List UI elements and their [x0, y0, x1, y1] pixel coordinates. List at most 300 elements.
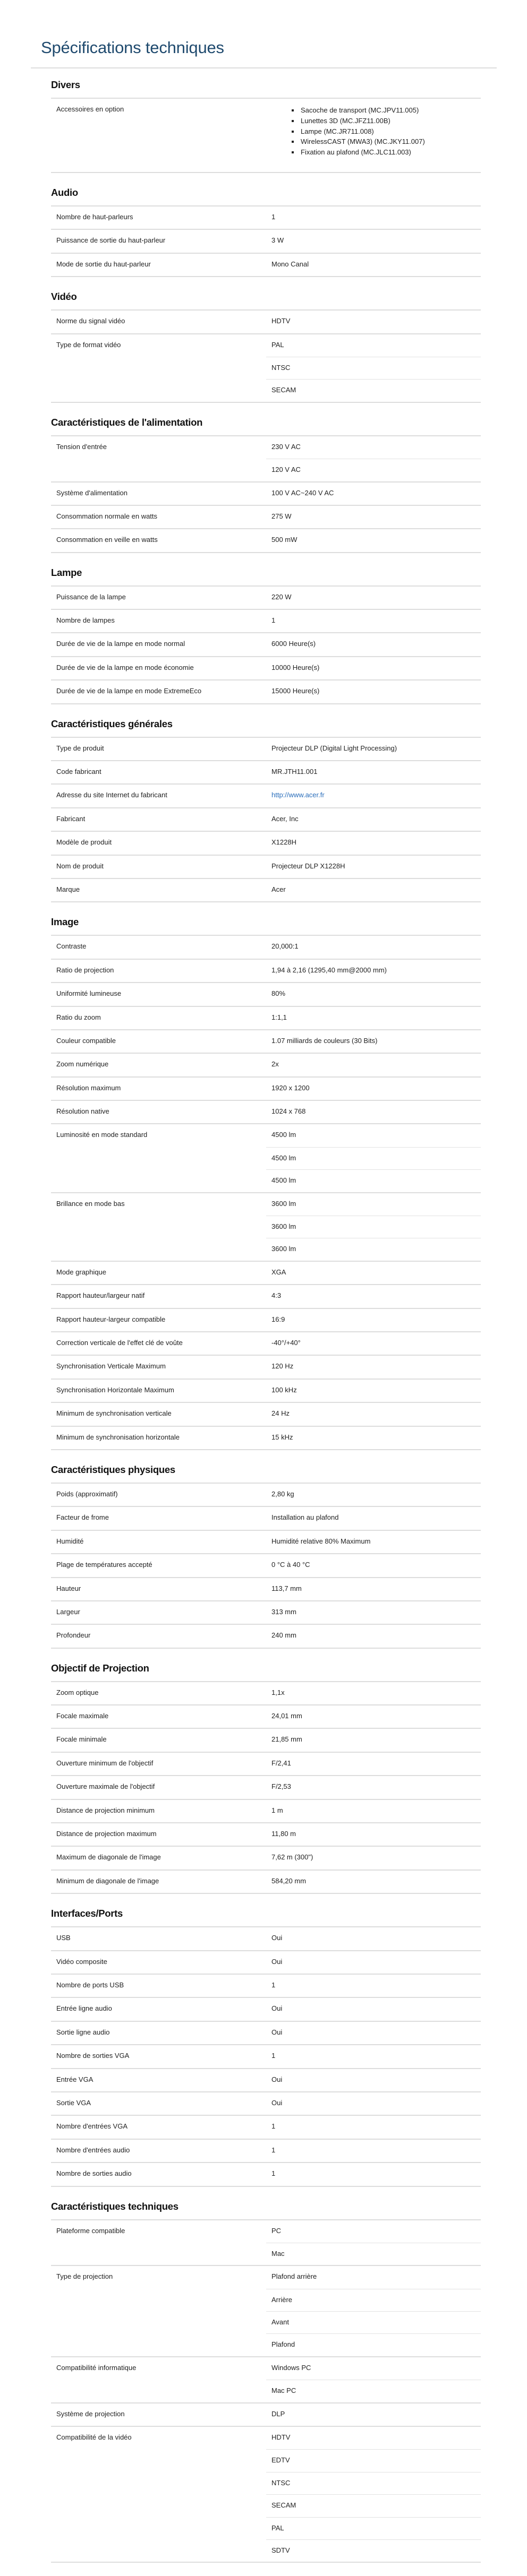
spec-row [51, 1053, 481, 1076]
spec-table [51, 205, 481, 277]
spec-value: 4:3 [271, 1291, 282, 1300]
spec-label: Type de produit [51, 737, 266, 761]
spec-value-cell [266, 1426, 481, 1450]
spec-value-cell [266, 1870, 481, 1893]
spec-value-cell [266, 959, 481, 983]
spec-value-cell [266, 482, 481, 505]
spec-value-cell [266, 2139, 481, 2163]
section-audio [51, 186, 481, 277]
spec-value-cell [266, 1997, 481, 2021]
spec-row [51, 253, 481, 277]
spec-value: NTSC [266, 357, 481, 379]
section-heading: Interfaces/Ports [51, 1908, 123, 1919]
spec-label: Rapport hauteur/largeur natif [51, 1285, 266, 1308]
spec-value-cell [266, 878, 481, 902]
spec-table [51, 98, 481, 173]
spec-table [51, 309, 481, 403]
spec-value: Mac PC [266, 2380, 481, 2402]
accessory-item: ▪ WirelessCAST (MWA3) (MC.JKY11.007) [300, 136, 481, 147]
spec-value: 584,20 mm [271, 1876, 307, 1885]
spec-label: Nombre de ports USB [51, 1974, 266, 1997]
spec-value-cell [266, 2021, 481, 2045]
section-lampe [51, 566, 481, 704]
spec-row [51, 1506, 481, 1530]
spec-value-cell [266, 206, 481, 229]
section-heading: Lampe [51, 566, 82, 578]
spec-row [51, 1077, 481, 1100]
spec-value: 220 W [271, 592, 292, 601]
title-divider [31, 67, 497, 68]
spec-label: Rapport hauteur-largeur compatible [51, 1308, 266, 1332]
spec-row [51, 831, 481, 855]
spec-row [51, 482, 481, 505]
spec-label: Luminosité en mode standard [51, 1124, 266, 1192]
spec-value: 1024 x 768 [271, 1107, 306, 1116]
spec-value-cell [266, 2265, 481, 2357]
spec-label: Nombre de lampes [51, 609, 266, 633]
spec-row [51, 206, 481, 229]
spec-row [51, 229, 481, 253]
spec-label: Durée de vie de la lampe en mode économie [51, 657, 266, 680]
spec-row [51, 855, 481, 878]
spec-row [51, 609, 481, 633]
spec-label: Entrée VGA [51, 2069, 266, 2092]
section-heading: Caractéristiques générales [51, 718, 173, 729]
spec-value: Plafond arrière [271, 2272, 317, 2281]
spec-row [51, 1030, 481, 1053]
spec-value: 1,1x [271, 1688, 285, 1696]
spec-value-cell [266, 1728, 481, 1752]
spec-value: Avant [266, 2311, 481, 2333]
spec-value: SECAM [266, 2494, 481, 2517]
spec-table [51, 737, 481, 903]
spec-row [51, 2045, 481, 2068]
spec-label: Type de projection [51, 2265, 266, 2357]
page-title: Spécifications techniques [41, 38, 224, 57]
spec-value-cell [266, 1974, 481, 1997]
spec-row [51, 1006, 481, 1030]
spec-row [51, 1846, 481, 1869]
section-caracteristiques-techniques [51, 2200, 481, 2563]
spec-label: Mode de sortie du haut-parleur [51, 253, 266, 277]
spec-value: Oui [271, 2028, 283, 2036]
spec-row [51, 98, 481, 173]
spec-value: Mono Canal [271, 260, 309, 268]
spec-label: Brillance en mode bas [51, 1193, 266, 1261]
spec-value: Windows PC [271, 2363, 311, 2372]
spec-value-cell [266, 1100, 481, 1124]
spec-value: Arrière [266, 2289, 481, 2311]
section-image [51, 916, 481, 1450]
spec-label: Mode graphique [51, 1261, 266, 1285]
spec-row [51, 1974, 481, 1997]
spec-row [51, 2220, 481, 2266]
spec-label: Hauteur [51, 1578, 266, 1601]
spec-value-cell [266, 1261, 481, 1285]
spec-row [51, 1682, 481, 1705]
spec-row [51, 310, 481, 333]
spec-label: Ouverture maximale de l'objectif [51, 1776, 266, 1799]
spec-value: MR.JTH11.001 [271, 768, 318, 776]
spec-value-cell [266, 586, 481, 609]
spec-table [51, 1483, 481, 1649]
accessory-list [266, 99, 481, 172]
spec-label: Poids (approximatif) [51, 1483, 266, 1506]
spec-row [51, 1124, 481, 1192]
section-video [51, 290, 481, 403]
spec-label: Type de format vidéo [51, 334, 266, 402]
spec-row [51, 2069, 481, 2092]
spec-row [51, 2403, 481, 2426]
spec-label: Maximum de diagonale de l'image [51, 1846, 266, 1869]
spec-value: 120 Hz [271, 1362, 294, 1371]
spec-row [51, 1355, 481, 1379]
spec-value-cell [266, 229, 481, 253]
spec-label: Consommation en veille en watts [51, 529, 266, 552]
spec-row [51, 1705, 481, 1728]
spec-value-cell [266, 2163, 481, 2186]
spec-value: 7,62 m (300") [271, 1853, 313, 1862]
spec-value: F/2,53 [271, 1782, 291, 1791]
spec-value-cell [266, 2357, 481, 2403]
spec-row [51, 586, 481, 609]
spec-row [51, 1870, 481, 1893]
spec-value: Oui [271, 1934, 283, 1942]
spec-value-cell [266, 1846, 481, 1869]
spec-value: 1 [271, 2052, 276, 2060]
spec-row [51, 1578, 481, 1601]
spec-value-cell [266, 1506, 481, 1530]
spec-label: Adresse du site Internet du fabricant [51, 784, 266, 807]
spec-row [51, 1927, 481, 1950]
spec-value: NTSC [266, 2472, 481, 2494]
spec-value-cell [266, 1308, 481, 1332]
spec-value: 113,7 mm [271, 1584, 302, 1592]
spec-value: 11,80 m [271, 1830, 296, 1838]
spec-label: Humidité [51, 1530, 266, 1554]
spec-value-cell [266, 436, 481, 482]
spec-row [51, 1554, 481, 1577]
spec-row [51, 680, 481, 703]
accessory-item: ▪ Lunettes 3D (MC.JFZ11.00B) [300, 116, 481, 126]
spec-label: Synchronisation Horizontale Maximum [51, 1379, 266, 1402]
spec-row [51, 737, 481, 761]
spec-value: HDTV [271, 317, 291, 325]
spec-label: Résolution native [51, 1100, 266, 1124]
spec-row [51, 935, 481, 959]
section-heading: Audio [51, 186, 78, 198]
spec-row [51, 1193, 481, 1261]
spec-value: 80% [271, 989, 286, 998]
spec-value: 1,94 à 2,16 (1295,40 mm@2000 mm) [271, 966, 387, 974]
spec-label: Sortie VGA [51, 2092, 266, 2115]
accessory-item: ▪ Fixation au plafond (MC.JLC11.003) [300, 147, 481, 158]
spec-value: 1:1,1 [271, 1013, 287, 1021]
spec-label: Distance de projection maximum [51, 1823, 266, 1846]
section-heading: Vidéo [51, 291, 77, 303]
spec-row [51, 1261, 481, 1285]
spec-label: Minimum de diagonale de l'image [51, 1870, 266, 1893]
spec-row [51, 1776, 481, 1799]
spec-value: 3600 lm [266, 1238, 481, 1260]
spec-value: 24,01 mm [271, 1712, 302, 1720]
section-caracteristiques-de-l-alimentation [51, 416, 481, 553]
spec-label: Plage de températures accepté [51, 1554, 266, 1577]
spec-value: 4500 lm [266, 1169, 481, 1192]
spec-row [51, 657, 481, 680]
spec-value: Projecteur DLP X1228H [271, 861, 345, 870]
spec-label: Minimum de synchronisation verticale [51, 1402, 266, 1426]
spec-value-cell [266, 505, 481, 529]
spec-value-cell [266, 2092, 481, 2115]
spec-value: Oui [271, 2098, 283, 2107]
spec-label: Puissance de la lampe [51, 586, 266, 609]
spec-value: 21,85 mm [271, 1735, 302, 1744]
spec-label: Facteur de frome [51, 1506, 266, 1530]
spec-value: 275 W [271, 512, 292, 520]
spec-value: Humidité relative 80% Maximum [271, 1537, 371, 1545]
spec-table [51, 435, 481, 553]
spec-label: Compatibilité informatique [51, 2357, 266, 2403]
spec-value-cell [266, 855, 481, 878]
spec-label: Vidéo composite [51, 1951, 266, 1974]
spec-value-cell [266, 2115, 481, 2139]
spec-label: Focale maximale [51, 1705, 266, 1728]
spec-label: Largeur [51, 1601, 266, 1624]
spec-value-cell [266, 1355, 481, 1379]
spec-value: 1 m [271, 1806, 283, 1814]
spec-value-cell [266, 2220, 481, 2266]
spec-value-cell [266, 784, 481, 807]
spec-label: Distance de projection minimum [51, 1799, 266, 1823]
spec-value: 10000 Heure(s) [271, 663, 320, 671]
spec-row [51, 1823, 481, 1846]
spec-row [51, 784, 481, 807]
spec-value-cell [266, 737, 481, 761]
spec-value-cell [266, 1379, 481, 1402]
manufacturer-website-link[interactable]: http://www.acer.fr [271, 791, 325, 799]
spec-value-cell [266, 1530, 481, 1554]
spec-value-cell [266, 1053, 481, 1076]
spec-row [51, 1426, 481, 1450]
spec-label: Tension d'entrée [51, 436, 266, 482]
spec-value: SDTV [266, 2539, 481, 2562]
spec-row [51, 1379, 481, 1402]
spec-table [51, 1681, 481, 1894]
spec-row [51, 983, 481, 1006]
spec-row [51, 1402, 481, 1426]
spec-label: Nom de produit [51, 855, 266, 878]
spec-value: 500 mW [271, 536, 298, 544]
spec-value-cell [266, 1799, 481, 1823]
spec-value-cell [266, 1124, 481, 1192]
spec-label: Correction verticale de l'effet clé de voûte [51, 1332, 266, 1355]
spec-value-cell [266, 1927, 481, 1950]
spec-value: 6000 Heure(s) [271, 640, 316, 648]
spec-value: 2x [271, 1060, 279, 1069]
spec-value-cell [266, 831, 481, 855]
spec-label: Nombre d'entrées audio [51, 2139, 266, 2163]
spec-value: 2,80 kg [271, 1489, 294, 1498]
spec-value: 1 [271, 2122, 276, 2131]
spec-row [51, 1308, 481, 1332]
spec-row [51, 1332, 481, 1355]
spec-value-cell [266, 609, 481, 633]
spec-value: 20,000:1 [271, 942, 299, 951]
spec-label: Minimum de synchronisation horizontale [51, 1426, 266, 1450]
spec-row [51, 1997, 481, 2021]
spec-value: 240 mm [271, 1631, 296, 1640]
spec-value-cell [266, 1752, 481, 1776]
spec-value-cell [266, 680, 481, 703]
spec-value: 313 mm [271, 1607, 296, 1616]
spec-label: Ratio de projection [51, 959, 266, 983]
spec-row [51, 2139, 481, 2163]
spec-value: Oui [271, 1957, 283, 1966]
section-caracteristiques-physiques [51, 1463, 481, 1649]
spec-value: Oui [271, 2075, 283, 2083]
spec-value-cell [266, 529, 481, 552]
spec-value-cell [266, 657, 481, 680]
spec-value: 1.07 milliards de couleurs (30 Bits) [271, 1036, 378, 1045]
spec-value: 15 kHz [271, 1433, 293, 1441]
spec-value: EDTV [266, 2449, 481, 2471]
spec-value: 4500 lm [271, 1131, 296, 1139]
spec-value: 100 kHz [271, 1385, 297, 1394]
section-heading: Caractéristiques physiques [51, 1463, 175, 1475]
spec-value: PC [271, 2226, 282, 2235]
spec-table [51, 2219, 481, 2563]
spec-label: Couleur compatible [51, 1030, 266, 1053]
spec-row [51, 1530, 481, 1554]
spec-value: 1 [271, 2146, 276, 2154]
spec-value-cell [266, 761, 481, 784]
spec-value: PAL [266, 2517, 481, 2539]
section-caracteristiques-generales [51, 718, 481, 903]
spec-value-cell [266, 1601, 481, 1624]
spec-value-cell [266, 2426, 481, 2562]
spec-value-cell [266, 1077, 481, 1100]
section-heading: Divers [51, 79, 80, 90]
spec-label: Consommation normale en watts [51, 505, 266, 529]
spec-label: Nombre de sorties VGA [51, 2045, 266, 2068]
spec-value-cell [266, 983, 481, 1006]
spec-row [51, 761, 481, 784]
spec-row [51, 1100, 481, 1124]
spec-label: Synchronisation Verticale Maximum [51, 1355, 266, 1379]
spec-row [51, 334, 481, 402]
spec-value: 0 °C à 40 °C [271, 1561, 310, 1569]
spec-value: 15000 Heure(s) [271, 687, 320, 695]
spec-value-cell [266, 1951, 481, 1974]
spec-row [51, 1752, 481, 1776]
spec-value-cell [266, 1705, 481, 1728]
spec-row [51, 529, 481, 552]
spec-sections [51, 79, 481, 2576]
spec-value: 1920 x 1200 [271, 1083, 310, 1092]
spec-row [51, 1799, 481, 1823]
spec-label: Puissance de sortie du haut-parleur [51, 229, 266, 253]
spec-row [51, 1951, 481, 1974]
spec-value: 1 [271, 212, 276, 221]
spec-value: Plafond [266, 2333, 481, 2356]
spec-value-cell [266, 1332, 481, 1355]
section-interfaces-ports [51, 1907, 481, 2186]
spec-label: Durée de vie de la lampe en mode ExtremeEco [51, 680, 266, 703]
spec-row [51, 1624, 481, 1648]
spec-label: Profondeur [51, 1624, 266, 1648]
spec-label: Modèle de produit [51, 831, 266, 855]
spec-value-cell [266, 2045, 481, 2068]
spec-value: -40°/+40° [271, 1339, 301, 1347]
spec-row [51, 808, 481, 831]
spec-label: Code fabricant [51, 761, 266, 784]
spec-label: USB [51, 1927, 266, 1950]
spec-value-cell [266, 1578, 481, 1601]
spec-row [51, 1483, 481, 1506]
spec-value: SECAM [266, 379, 481, 401]
spec-value: Acer, Inc [271, 814, 299, 823]
spec-value-cell [266, 98, 481, 173]
spec-label: Fabricant [51, 808, 266, 831]
spec-value-cell [266, 1554, 481, 1577]
section-objectif-de-projection [51, 1662, 481, 1894]
spec-label: Entrée ligne audio [51, 1997, 266, 2021]
spec-value: 16:9 [271, 1315, 285, 1323]
spec-value: X1228H [271, 838, 296, 847]
spec-label: Norme du signal vidéo [51, 310, 266, 333]
accessory-item: ▪ Sacoche de transport (MC.JPV11.005) [300, 105, 481, 116]
spec-label: Zoom optique [51, 1682, 266, 1705]
spec-row [51, 2021, 481, 2045]
spec-value: F/2,41 [271, 1759, 291, 1767]
section-heading: Caractéristiques de l'alimentation [51, 416, 203, 428]
spec-label: Durée de vie de la lampe en mode normal [51, 633, 266, 656]
spec-row [51, 2265, 481, 2357]
spec-row [51, 2092, 481, 2115]
spec-value-cell [266, 1006, 481, 1030]
spec-label: Zoom numérique [51, 1053, 266, 1076]
spec-label: Contraste [51, 935, 266, 959]
spec-value-cell [266, 2403, 481, 2426]
spec-value-cell [266, 1624, 481, 1648]
accessory-item: ▪ Lampe (MC.JR711.008) [300, 126, 481, 137]
spec-row [51, 2426, 481, 2562]
spec-row [51, 1728, 481, 1752]
spec-value-cell [266, 1285, 481, 1308]
spec-row [51, 2115, 481, 2139]
spec-value: 100 V AC~240 V AC [271, 488, 334, 497]
spec-table [51, 585, 481, 704]
spec-label: Focale minimale [51, 1728, 266, 1752]
spec-value-cell [266, 253, 481, 277]
spec-value [266, 785, 481, 807]
spec-value: 4500 lm [266, 1147, 481, 1169]
spec-label: Marque [51, 878, 266, 902]
spec-label: Ratio du zoom [51, 1006, 266, 1030]
spec-label: Résolution maximum [51, 1077, 266, 1100]
spec-value: 3600 lm [271, 1199, 296, 1208]
spec-value: 1 [271, 616, 276, 625]
spec-label: Accessoires en option [51, 98, 266, 173]
spec-row [51, 2357, 481, 2403]
spec-value: DLP [271, 2409, 285, 2418]
spec-value-cell [266, 310, 481, 333]
spec-value-cell [266, 633, 481, 656]
spec-value: 3 W [271, 236, 284, 245]
spec-value-cell [266, 1682, 481, 1705]
spec-value-cell [266, 1030, 481, 1053]
